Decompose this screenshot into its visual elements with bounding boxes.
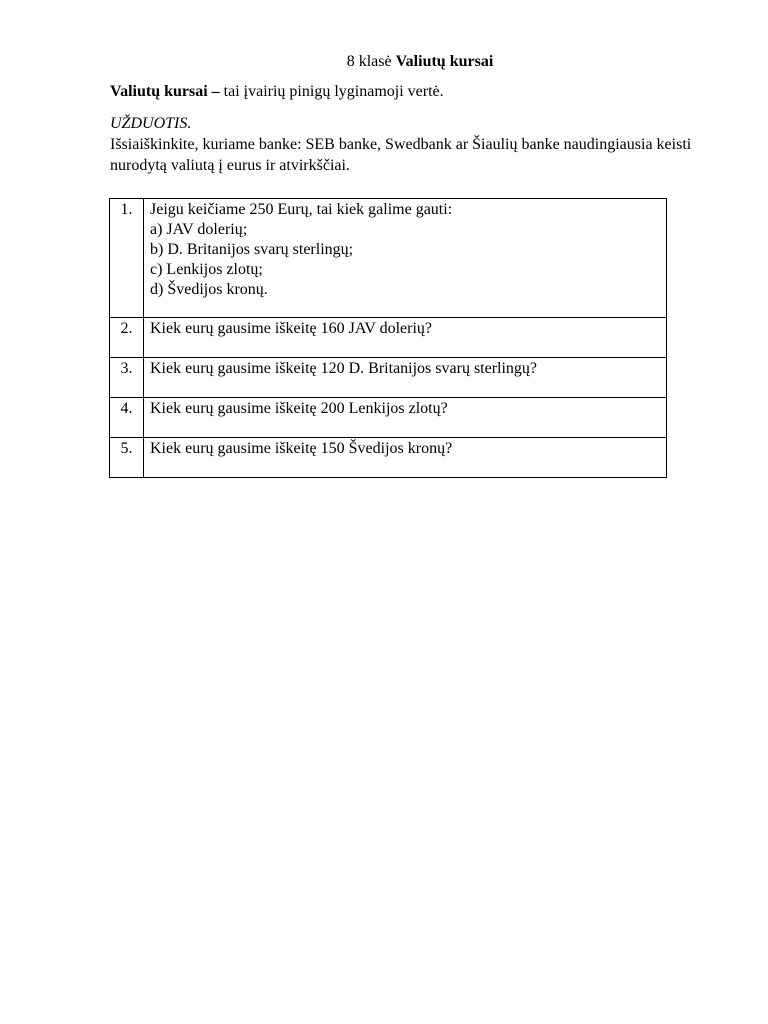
definition-text: tai įvairių pinigų lyginamoji vertė. <box>219 83 444 100</box>
task-instructions: Išsiaiškinkite, kuriame banke: SEB banke, Swedbank ar Šiaulių banke naudingiausia keisti nurodytą valiutą į eurus ir atvirkščiai. <box>110 136 692 174</box>
topic-title: Valiutų kursai <box>395 53 494 70</box>
definition-term: Valiutų kursai – <box>110 83 220 100</box>
row-question-cell <box>144 199 667 318</box>
grade-label: 8 klasė <box>346 53 392 70</box>
tasks-table <box>109 198 667 478</box>
row-number: 5. <box>110 438 144 478</box>
list-item: c) Lenkijos zlotų; <box>150 261 263 278</box>
table-row <box>110 199 667 318</box>
row-question: Kiek eurų gausime iškeitę 200 Lenkijos zlotų? <box>144 398 667 438</box>
task-heading: UŽDUOTIS. <box>110 115 192 132</box>
row-number: 4. <box>110 398 144 438</box>
list-item: d) Švedijos kronų. <box>150 281 268 298</box>
row-question: Kiek eurų gausime iškeitę 160 JAV dolerių? <box>144 318 667 358</box>
row-number: 1. <box>110 199 144 318</box>
table-row <box>110 398 667 438</box>
page-title <box>0 52 768 72</box>
table-row <box>110 438 667 478</box>
row-question: Kiek eurų gausime iškeitę 150 Švedijos kronų? <box>144 438 667 478</box>
list-item: a) JAV dolerių; <box>150 221 248 238</box>
row-question: Kiek eurų gausime iškeitę 120 D. Britanijos svarų sterlingų? <box>144 358 667 398</box>
row-question: Jeigu keičiame 250 Eurų, tai kiek galime gauti: <box>150 201 453 218</box>
row-number: 2. <box>110 318 144 358</box>
table-row <box>110 358 667 398</box>
row-number: 3. <box>110 358 144 398</box>
list-item: b) D. Britanijos svarų sterlingų; <box>150 241 354 258</box>
definition-paragraph <box>110 82 444 102</box>
table-row <box>110 318 667 358</box>
